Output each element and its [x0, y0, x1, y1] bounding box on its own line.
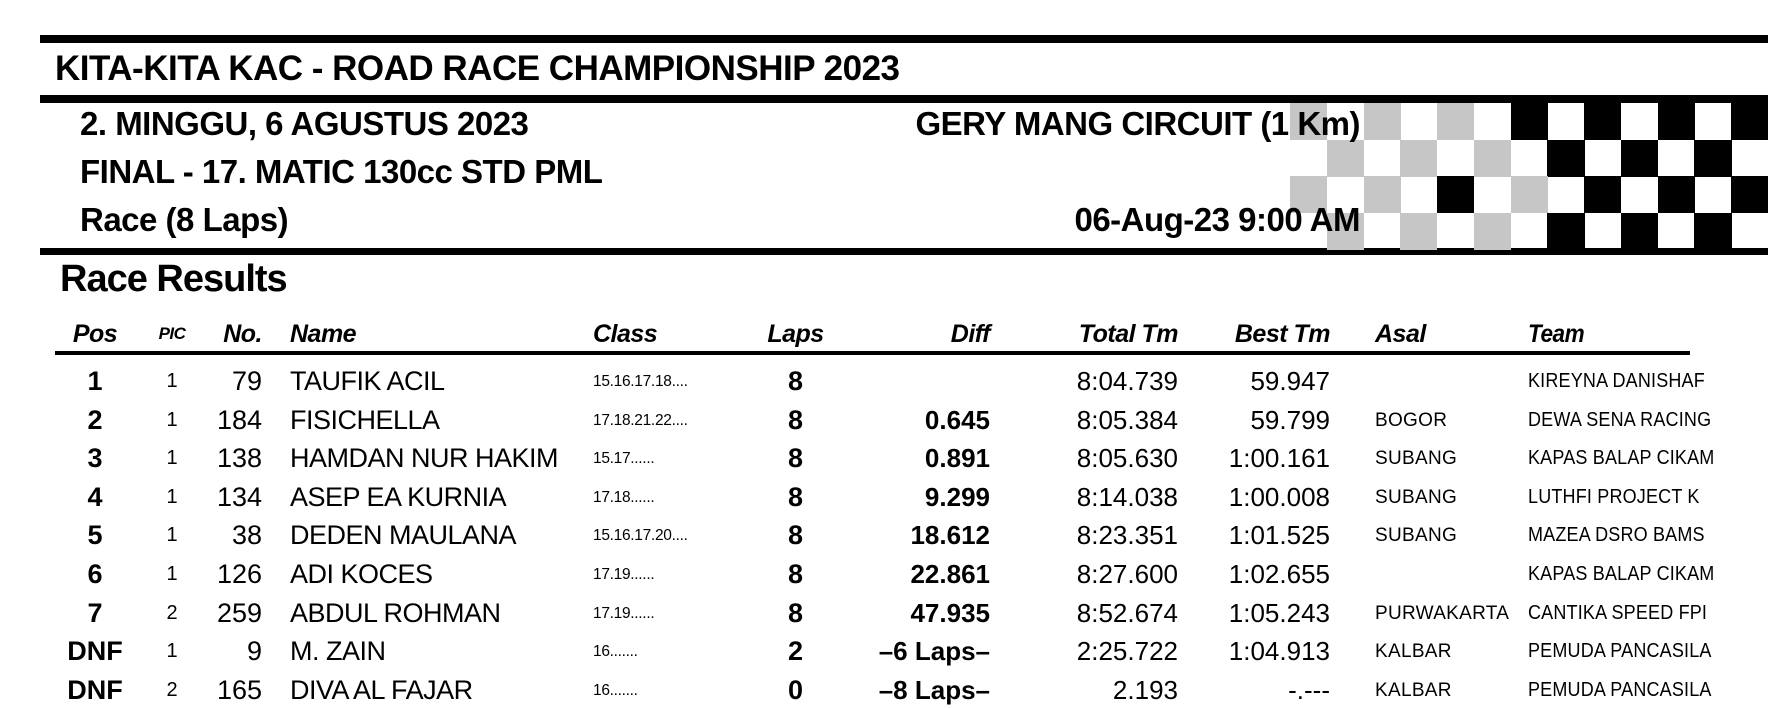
cell-asal: SUBANG	[1375, 448, 1458, 470]
flag-cell	[1547, 213, 1584, 250]
cell-pos: 1	[87, 366, 103, 396]
cell-diff: –6 Laps–	[878, 636, 990, 667]
cell-laps: 8	[787, 404, 804, 435]
column-header-no: No.	[223, 320, 262, 348]
flag-cell	[1621, 213, 1658, 250]
circuit-name: GERY MANG CIRCUIT (1 Km)	[915, 105, 1360, 142]
cell-laps: 8	[787, 559, 804, 589]
column-header-class: Class	[593, 320, 658, 348]
cell-name: ASEP EA KURNIA	[290, 481, 507, 512]
cell-team: LUTHFI PROJECT K	[1528, 485, 1700, 508]
cell-pic: 1	[166, 485, 178, 508]
cell-class: 15.17......	[593, 450, 655, 468]
flag-cell	[1364, 103, 1401, 140]
flag-cell	[1400, 213, 1437, 250]
cell-no: 184	[216, 404, 262, 435]
cell-best_tm: -.---	[1288, 674, 1330, 705]
table-row	[0, 632, 1768, 671]
column-header-total_tm: Total Tm	[1078, 320, 1178, 348]
cell-diff: 22.861	[910, 559, 990, 589]
table-row	[0, 439, 1768, 478]
cell-no: 259	[216, 597, 262, 628]
checkered-flag-graphic	[1290, 103, 1768, 249]
cell-total_tm: 8:05.630	[1076, 443, 1178, 474]
cell-team: PEMUDA PANCASILA	[1528, 678, 1712, 701]
cell-name: TAUFIK ACIL	[290, 366, 445, 396]
cell-team: KIREYNA DANISHAF	[1528, 370, 1705, 392]
cell-asal: SUBANG	[1375, 486, 1458, 508]
cell-total_tm: 8:52.674	[1076, 597, 1178, 628]
table-row	[0, 478, 1768, 517]
cell-pic: 2	[166, 601, 178, 624]
cell-diff: 9.299	[924, 481, 990, 512]
table-row	[0, 516, 1768, 555]
flag-cell	[1731, 176, 1768, 213]
cell-no: 126	[216, 559, 262, 589]
flag-cell	[1474, 213, 1511, 250]
cell-name: HAMDAN NUR HAKIM	[290, 443, 559, 474]
cell-laps: 2	[787, 636, 804, 667]
flag-cell	[1621, 140, 1658, 177]
section-title-race-results: Race Results	[60, 258, 287, 300]
cell-laps: 8	[787, 520, 804, 551]
results-table-header-row	[0, 316, 1768, 352]
flag-cell	[1511, 103, 1548, 140]
cell-total_tm: 8:23.351	[1076, 520, 1178, 551]
cell-pic: 1	[166, 408, 178, 431]
cell-diff: 0.645	[924, 404, 990, 435]
cell-team: PEMUDA PANCASILA	[1528, 640, 1712, 663]
session-class-line: FINAL - 17. MATIC 130cc STD PML	[80, 153, 603, 190]
flag-cell	[1658, 176, 1695, 213]
column-header-team: Team	[1528, 320, 1585, 348]
cell-pic: 1	[166, 524, 178, 547]
flag-cell	[1437, 176, 1474, 213]
flag-cell	[1731, 103, 1768, 140]
cell-total_tm: 8:05.384	[1076, 404, 1178, 435]
column-header-pos: Pos	[72, 320, 118, 348]
cell-asal: KALBAR	[1375, 679, 1452, 701]
cell-pos: DNF	[67, 636, 123, 667]
cell-diff: –8 Laps–	[878, 674, 990, 705]
cell-best_tm: 59.799	[1250, 404, 1330, 435]
cell-pos: 5	[87, 520, 103, 551]
event-round-line: 2. MINGGU, 6 AGUSTUS 2023	[80, 105, 529, 142]
cell-team: CANTIKA SPEED FPI	[1528, 601, 1708, 624]
cell-class: 17.18.21.22....	[593, 411, 688, 429]
flag-cell	[1694, 213, 1731, 250]
cell-best_tm: 1:05.243	[1228, 597, 1330, 628]
cell-total_tm: 2.193	[1112, 674, 1178, 705]
cell-pic: 1	[166, 447, 178, 470]
championship-title: KITA-KITA KAC - ROAD RACE CHAMPIONSHIP 2023	[55, 49, 900, 88]
flag-cell	[1364, 176, 1401, 213]
cell-name: M. ZAIN	[290, 636, 386, 667]
cell-class: 17.19......	[593, 566, 655, 583]
cell-name: FISICHELLA	[290, 404, 440, 435]
cell-team: KAPAS BALAP CIKAM	[1528, 447, 1715, 470]
flag-cell	[1474, 140, 1511, 177]
cell-asal	[1375, 362, 1525, 401]
race-laps-line: Race (8 Laps)	[80, 201, 289, 238]
column-header-pic: PIC	[158, 324, 186, 343]
cell-best_tm: 1:01.525	[1228, 520, 1330, 551]
column-header-asal: Asal	[1375, 320, 1426, 348]
cell-no: 138	[216, 443, 262, 474]
flag-cell	[1658, 103, 1695, 140]
cell-diff	[828, 362, 990, 401]
cell-laps: 8	[787, 366, 804, 396]
cell-pos: 3	[87, 443, 103, 474]
cell-total_tm: 2:25.722	[1076, 636, 1178, 667]
flag-cell	[1437, 103, 1474, 140]
cell-name: DIVA AL FAJAR	[290, 674, 473, 705]
cell-class: 17.19......	[593, 604, 655, 622]
table-row	[0, 671, 1768, 708]
cell-total_tm: 8:14.038	[1076, 481, 1178, 512]
race-datetime: 06-Aug-23 9:00 AM	[1074, 201, 1360, 238]
flag-cell	[1584, 176, 1621, 213]
cell-name: DEDEN MAULANA	[290, 520, 517, 551]
cell-asal	[1375, 555, 1525, 594]
cell-asal: PURWAKARTA	[1375, 602, 1510, 624]
cell-best_tm: 59.947	[1250, 366, 1330, 396]
cell-laps: 8	[787, 597, 804, 628]
table-row	[0, 555, 1768, 594]
flag-cell	[1511, 176, 1548, 213]
cell-total_tm: 8:27.600	[1076, 559, 1178, 589]
cell-pos: 4	[87, 481, 103, 512]
column-header-laps: Laps	[767, 320, 824, 348]
cell-class: 17.18......	[593, 488, 655, 506]
column-header-diff: Diff	[950, 320, 990, 348]
column-header-name: Name	[290, 320, 357, 348]
flag-cell	[1584, 103, 1621, 140]
cell-best_tm: 1:04.913	[1228, 636, 1330, 667]
cell-asal: SUBANG	[1375, 525, 1458, 547]
table-row	[0, 362, 1768, 401]
cell-pic: 1	[166, 563, 178, 585]
cell-no: 134	[216, 481, 262, 512]
cell-class: 15.16.17.18....	[593, 373, 688, 390]
column-header-best_tm: Best Tm	[1234, 320, 1330, 348]
table-header-rule	[55, 351, 1690, 355]
cell-best_tm: 1:02.655	[1228, 559, 1330, 589]
cell-team: DEWA SENA RACING	[1528, 408, 1712, 431]
cell-pos: 6	[87, 559, 103, 589]
table-row	[0, 401, 1768, 440]
cell-laps: 8	[787, 443, 804, 474]
cell-asal: BOGOR	[1375, 409, 1448, 431]
cell-name: ABDUL ROHMAN	[290, 597, 501, 628]
cell-class: 16.......	[593, 681, 638, 699]
cell-pic: 2	[166, 678, 178, 701]
cell-no: 79	[231, 366, 262, 396]
cell-class: 15.16.17.20....	[593, 527, 688, 545]
cell-laps: 0	[787, 674, 804, 705]
cell-best_tm: 1:00.008	[1228, 481, 1330, 512]
flag-cell	[1694, 140, 1731, 177]
cell-team: KAPAS BALAP CIKAM	[1528, 563, 1715, 585]
cell-pos: 7	[87, 597, 103, 628]
top-rule-bar	[40, 35, 1768, 43]
cell-diff: 18.612	[910, 520, 990, 551]
cell-diff: 47.935	[910, 597, 990, 628]
cell-pos: 2	[87, 404, 103, 435]
cell-asal: KALBAR	[1375, 641, 1452, 663]
cell-no: 9	[246, 636, 262, 667]
cell-class: 16.......	[593, 643, 638, 661]
cell-pic: 1	[166, 370, 178, 392]
cell-pic: 1	[166, 640, 178, 663]
cell-name: ADI KOCES	[290, 559, 433, 589]
cell-no: 38	[231, 520, 262, 551]
cell-total_tm: 8:04.739	[1076, 366, 1178, 396]
cell-no: 165	[216, 674, 262, 705]
cell-laps: 8	[787, 481, 804, 512]
cell-team: MAZEA DSRO BAMS	[1528, 524, 1705, 547]
cell-pos: DNF	[67, 674, 123, 705]
cell-diff: 0.891	[924, 443, 990, 474]
cell-best_tm: 1:00.161	[1228, 443, 1330, 474]
table-row	[0, 594, 1768, 633]
flag-cell	[1400, 140, 1437, 177]
flag-cell	[1547, 140, 1584, 177]
